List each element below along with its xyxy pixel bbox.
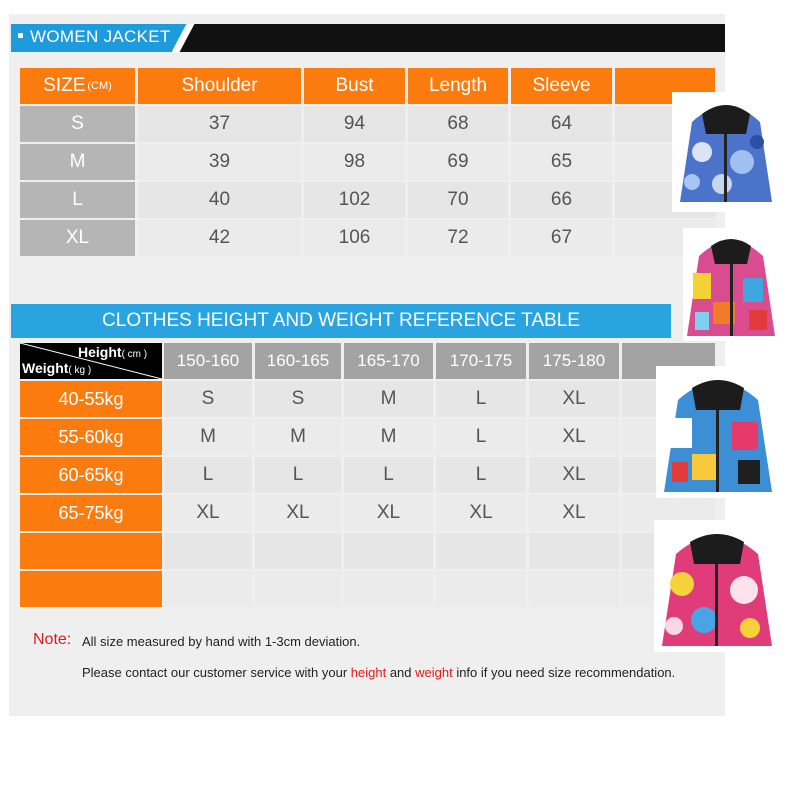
size-label-m — [20, 144, 135, 180]
cell-value: L — [292, 464, 304, 485]
corner-height-text: Height — [78, 344, 122, 360]
corner-height-unit: ( cm ) — [121, 349, 148, 360]
cell-value: 68 — [447, 113, 469, 134]
weight-label — [20, 457, 162, 493]
weight-label-text: 65-75kg — [58, 502, 124, 523]
table-cell — [436, 419, 526, 455]
cell-value: XL — [196, 502, 220, 523]
height-header — [164, 343, 252, 379]
weight-label-empty — [20, 571, 162, 607]
cell-value: 66 — [550, 189, 573, 210]
table-cell — [304, 106, 405, 142]
cell-value: M — [200, 426, 216, 447]
table-cell — [344, 419, 433, 455]
cell-value: 40 — [208, 189, 231, 210]
table-cell-empty — [255, 533, 341, 569]
height-header-label: 175-180 — [542, 351, 606, 370]
cell-value: 106 — [338, 227, 371, 248]
cell-value: 98 — [343, 151, 366, 172]
table-cell — [255, 457, 341, 493]
table-cell — [344, 381, 433, 417]
cell-value: S — [201, 388, 215, 409]
note-label: Note: — [33, 631, 72, 648]
weight-label — [20, 419, 162, 455]
cell-value: S — [291, 388, 305, 409]
column-header-label: Shoulder — [181, 75, 258, 96]
column-header-sleeve — [511, 68, 612, 104]
reference-table-title-text: CLOTHES HEIGHT AND WEIGHT REFERENCE TABLE — [102, 310, 580, 331]
contact-note — [82, 665, 675, 680]
table-cell — [511, 106, 612, 142]
table-cell-empty — [164, 533, 252, 569]
table-cell — [138, 144, 301, 180]
cell-value: 102 — [338, 189, 371, 210]
column-header-label: Bust — [335, 75, 374, 96]
table-cell-empty — [344, 533, 433, 569]
cell-value: L — [202, 464, 214, 485]
column-header-shoulder — [138, 68, 301, 104]
height-word: height — [350, 665, 387, 680]
table-cell — [408, 220, 508, 256]
cell-value: 69 — [447, 151, 469, 172]
table-cell — [408, 144, 508, 180]
table-cell-empty — [529, 571, 619, 607]
corner-weight-text: Weight — [22, 360, 69, 376]
table-cell-empty — [255, 571, 341, 607]
cell-value: M — [290, 426, 306, 447]
cell-value: 39 — [208, 151, 231, 172]
height-header — [344, 343, 433, 379]
table-cell — [344, 457, 433, 493]
table-cell — [164, 457, 252, 493]
height-header-label: 160-165 — [266, 351, 330, 370]
table-cell — [511, 220, 612, 256]
weight-label-text: 55-60kg — [58, 426, 124, 447]
column-header-length — [408, 68, 508, 104]
row-size-label: L — [72, 189, 83, 210]
cell-value: L — [383, 464, 394, 485]
jacket-rainbow-icon — [683, 228, 780, 341]
contact-prefix: Please contact our customer service with your — [82, 665, 351, 680]
height-header — [255, 343, 341, 379]
table-cell — [529, 495, 619, 531]
height-header-label: 150-160 — [176, 351, 240, 370]
contact-suffix: info if you need size recommendation. — [452, 665, 676, 680]
and-word: and — [386, 665, 416, 680]
cell-value: 42 — [208, 227, 231, 248]
table-cell — [304, 144, 405, 180]
table-cell — [529, 419, 619, 455]
table-cell-empty — [436, 571, 526, 607]
corner-weight-unit: ( kg ) — [68, 365, 92, 376]
size-label-l — [20, 182, 135, 218]
table-cell — [304, 220, 405, 256]
cell-value: XL — [562, 426, 586, 447]
section-header — [11, 24, 725, 52]
jacket-pink-floral-icon — [654, 520, 780, 652]
table-cell — [436, 457, 526, 493]
weight-word: weight — [415, 665, 453, 680]
table-cell — [511, 144, 612, 180]
cell-value: XL — [469, 502, 493, 523]
table-cell — [255, 419, 341, 455]
jacket-graffiti-icon — [656, 366, 780, 498]
corner-weight-label — [22, 360, 91, 376]
table-cell — [408, 106, 508, 142]
column-header-label: Length — [428, 75, 488, 96]
row-size-label: S — [71, 113, 84, 134]
reference-table-title — [11, 304, 671, 338]
table-cell — [255, 495, 341, 531]
cell-value: XL — [286, 502, 310, 523]
table-cell — [164, 495, 252, 531]
table-cell-empty — [164, 571, 252, 607]
table-cell-empty — [529, 533, 619, 569]
column-header-label: Sleeve — [532, 75, 591, 96]
cell-value: XL — [376, 502, 401, 523]
cell-value: XL — [562, 388, 586, 409]
note-text: All size measured by hand with 1-3cm deviation. — [82, 634, 361, 649]
jacket-blue-camo-icon — [672, 92, 780, 212]
cell-value: L — [475, 464, 487, 485]
table-cell — [436, 495, 526, 531]
size-label-s — [20, 106, 135, 142]
section-title — [18, 27, 171, 47]
table-cell — [529, 381, 619, 417]
table-cell — [255, 381, 341, 417]
height-header — [529, 343, 619, 379]
cell-value: 72 — [447, 227, 469, 248]
weight-label-text: 40-55kg — [58, 388, 124, 409]
weight-label — [20, 495, 162, 531]
section-title-text: WOMEN JACKET — [30, 27, 171, 46]
row-size-label: XL — [65, 227, 90, 248]
table-cell — [164, 419, 252, 455]
cell-value: XL — [562, 502, 586, 523]
table-cell — [138, 106, 301, 142]
weight-label-empty — [20, 533, 162, 569]
table-cell — [304, 182, 405, 218]
table-cell — [408, 182, 508, 218]
table-cell — [529, 457, 619, 493]
corner-height-label — [78, 344, 147, 360]
cell-value: 37 — [208, 113, 231, 134]
table-cell — [138, 182, 301, 218]
height-header-label: 170-175 — [449, 351, 513, 370]
size-label-xl — [20, 220, 135, 256]
table-cell — [436, 381, 526, 417]
cell-value: 64 — [550, 113, 573, 134]
cell-value: M — [380, 426, 397, 447]
weight-label-text: 60-65kg — [58, 464, 124, 485]
height-header — [436, 343, 526, 379]
row-size-label: M — [69, 151, 86, 172]
cell-value: 70 — [447, 189, 469, 210]
size-header — [20, 68, 135, 104]
cell-value: 65 — [550, 151, 573, 172]
cell-value: L — [475, 426, 487, 447]
table-cell-empty — [436, 533, 526, 569]
cell-value: XL — [562, 464, 586, 485]
column-header-bust — [304, 68, 405, 104]
size-header-unit: (CM) — [87, 80, 112, 92]
table-cell — [344, 495, 433, 531]
size-header-label: SIZE — [43, 75, 86, 96]
cell-value: 94 — [343, 113, 366, 134]
cell-value: L — [475, 388, 487, 409]
height-header-label: 165-170 — [357, 351, 420, 370]
cell-value: M — [380, 388, 397, 409]
table-cell — [511, 182, 612, 218]
weight-label — [20, 381, 162, 417]
cell-value: 67 — [550, 227, 573, 248]
table-cell — [164, 381, 252, 417]
table-cell — [138, 220, 301, 256]
table-cell-empty — [344, 571, 433, 607]
height-weight-corner — [20, 343, 162, 379]
